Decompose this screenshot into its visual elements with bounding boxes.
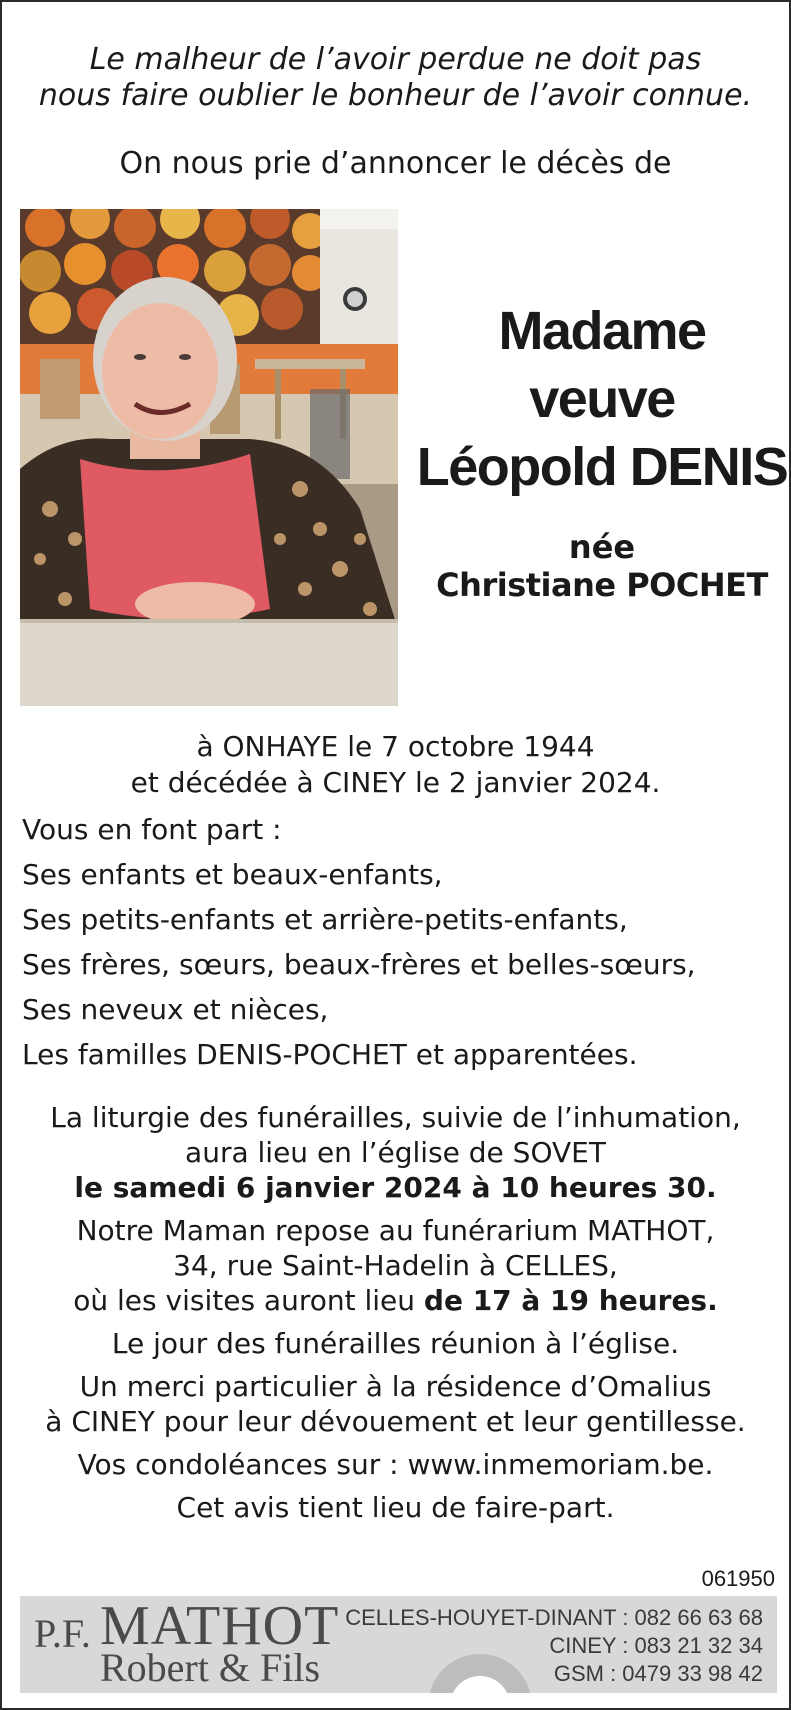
funeral-date: [2, 1170, 789, 1205]
deceased-name-block: [412, 297, 791, 605]
death-line: et décédée à CINEY le 2 janvier 2024.: [130, 766, 661, 799]
contact-line: CELLES-HOUYET-DINANT : 082 66 63 68: [345, 1605, 763, 1630]
family-item: Ses frères, sœurs, beaux-frères et belles-sœurs,: [22, 948, 696, 981]
rest-line-2: 34, rue Saint-Hadelin à CELLES,: [173, 1249, 618, 1282]
funeral-home-subtitle: Robert & Fils: [100, 1645, 321, 1690]
epigraph-line-1: Le malheur de l’avoir perdue ne doit pas: [89, 42, 702, 77]
funeral-details: [2, 1100, 789, 1525]
liturgy-line-2: aura lieu en l’église de SOVET: [185, 1136, 606, 1169]
family-item: Ses neveux et nièces,: [22, 993, 329, 1026]
family-item: Les familles DENIS-POCHET et apparentées.: [22, 1038, 638, 1071]
funeral-date-text: le samedi 6 janvier 2024 à 10 heures 30.: [74, 1171, 717, 1204]
thanks-line-2: à CINEY pour leur dévouement et leur gentillesse.: [45, 1405, 746, 1438]
maiden-name: Christiane POCHET: [436, 566, 768, 604]
title-veuve: veuve: [529, 369, 675, 429]
pf-label: P.F.: [34, 1611, 91, 1656]
family-item: Ses enfants et beaux-enfants,: [22, 858, 443, 891]
title-madame: Madame: [498, 301, 706, 361]
epigraph: [2, 42, 789, 114]
family-item: Ses petits-enfants et arrière-petits-enfants,: [22, 903, 628, 936]
thanks-line-1: Un merci particulier à la résidence d’Omalius: [79, 1370, 712, 1403]
portrait-photo: [20, 209, 398, 706]
epigraph-line-2: nous faire oublier le bonheur de l’avoir connue.: [38, 78, 753, 113]
notice-line: Cet avis tient lieu de faire-part.: [176, 1491, 615, 1524]
funeral-home-name: MATHOT: [100, 1596, 340, 1657]
contact-list: [345, 1604, 763, 1688]
contact-line: CINEY : 083 21 32 34: [549, 1633, 763, 1658]
visits-line: [2, 1283, 789, 1318]
family-list: [22, 807, 696, 1077]
rest-line-1: Notre Maman repose au funérarium MATHOT,: [76, 1214, 715, 1247]
birth-line: à ONHAYE le 7 octobre 1944: [196, 730, 595, 763]
visits-hours: de 17 à 19 heures.: [423, 1284, 718, 1317]
condolences-line: Vos condoléances sur : www.inmemoriam.be.: [77, 1448, 714, 1481]
announcement-intro: On nous prie d’annoncer le décès de: [119, 146, 672, 181]
reference-number: 061950: [701, 1566, 775, 1591]
family-intro: Vous en font part :: [22, 813, 282, 846]
birth-death-info: [2, 729, 789, 801]
visits-prefix: où les visites auront lieu: [73, 1284, 424, 1317]
liturgy-line-1: La liturgie des funérailles, suivie de l’inhumation,: [50, 1101, 741, 1134]
nee-label: née: [568, 528, 636, 566]
contact-line: GSM : 0479 33 98 42: [553, 1661, 763, 1686]
husband-name: Léopold DENIS: [416, 437, 788, 497]
meeting-line: Le jour des funérailles réunion à l’église.: [111, 1327, 680, 1360]
funeral-home-banner: [20, 1596, 777, 1693]
